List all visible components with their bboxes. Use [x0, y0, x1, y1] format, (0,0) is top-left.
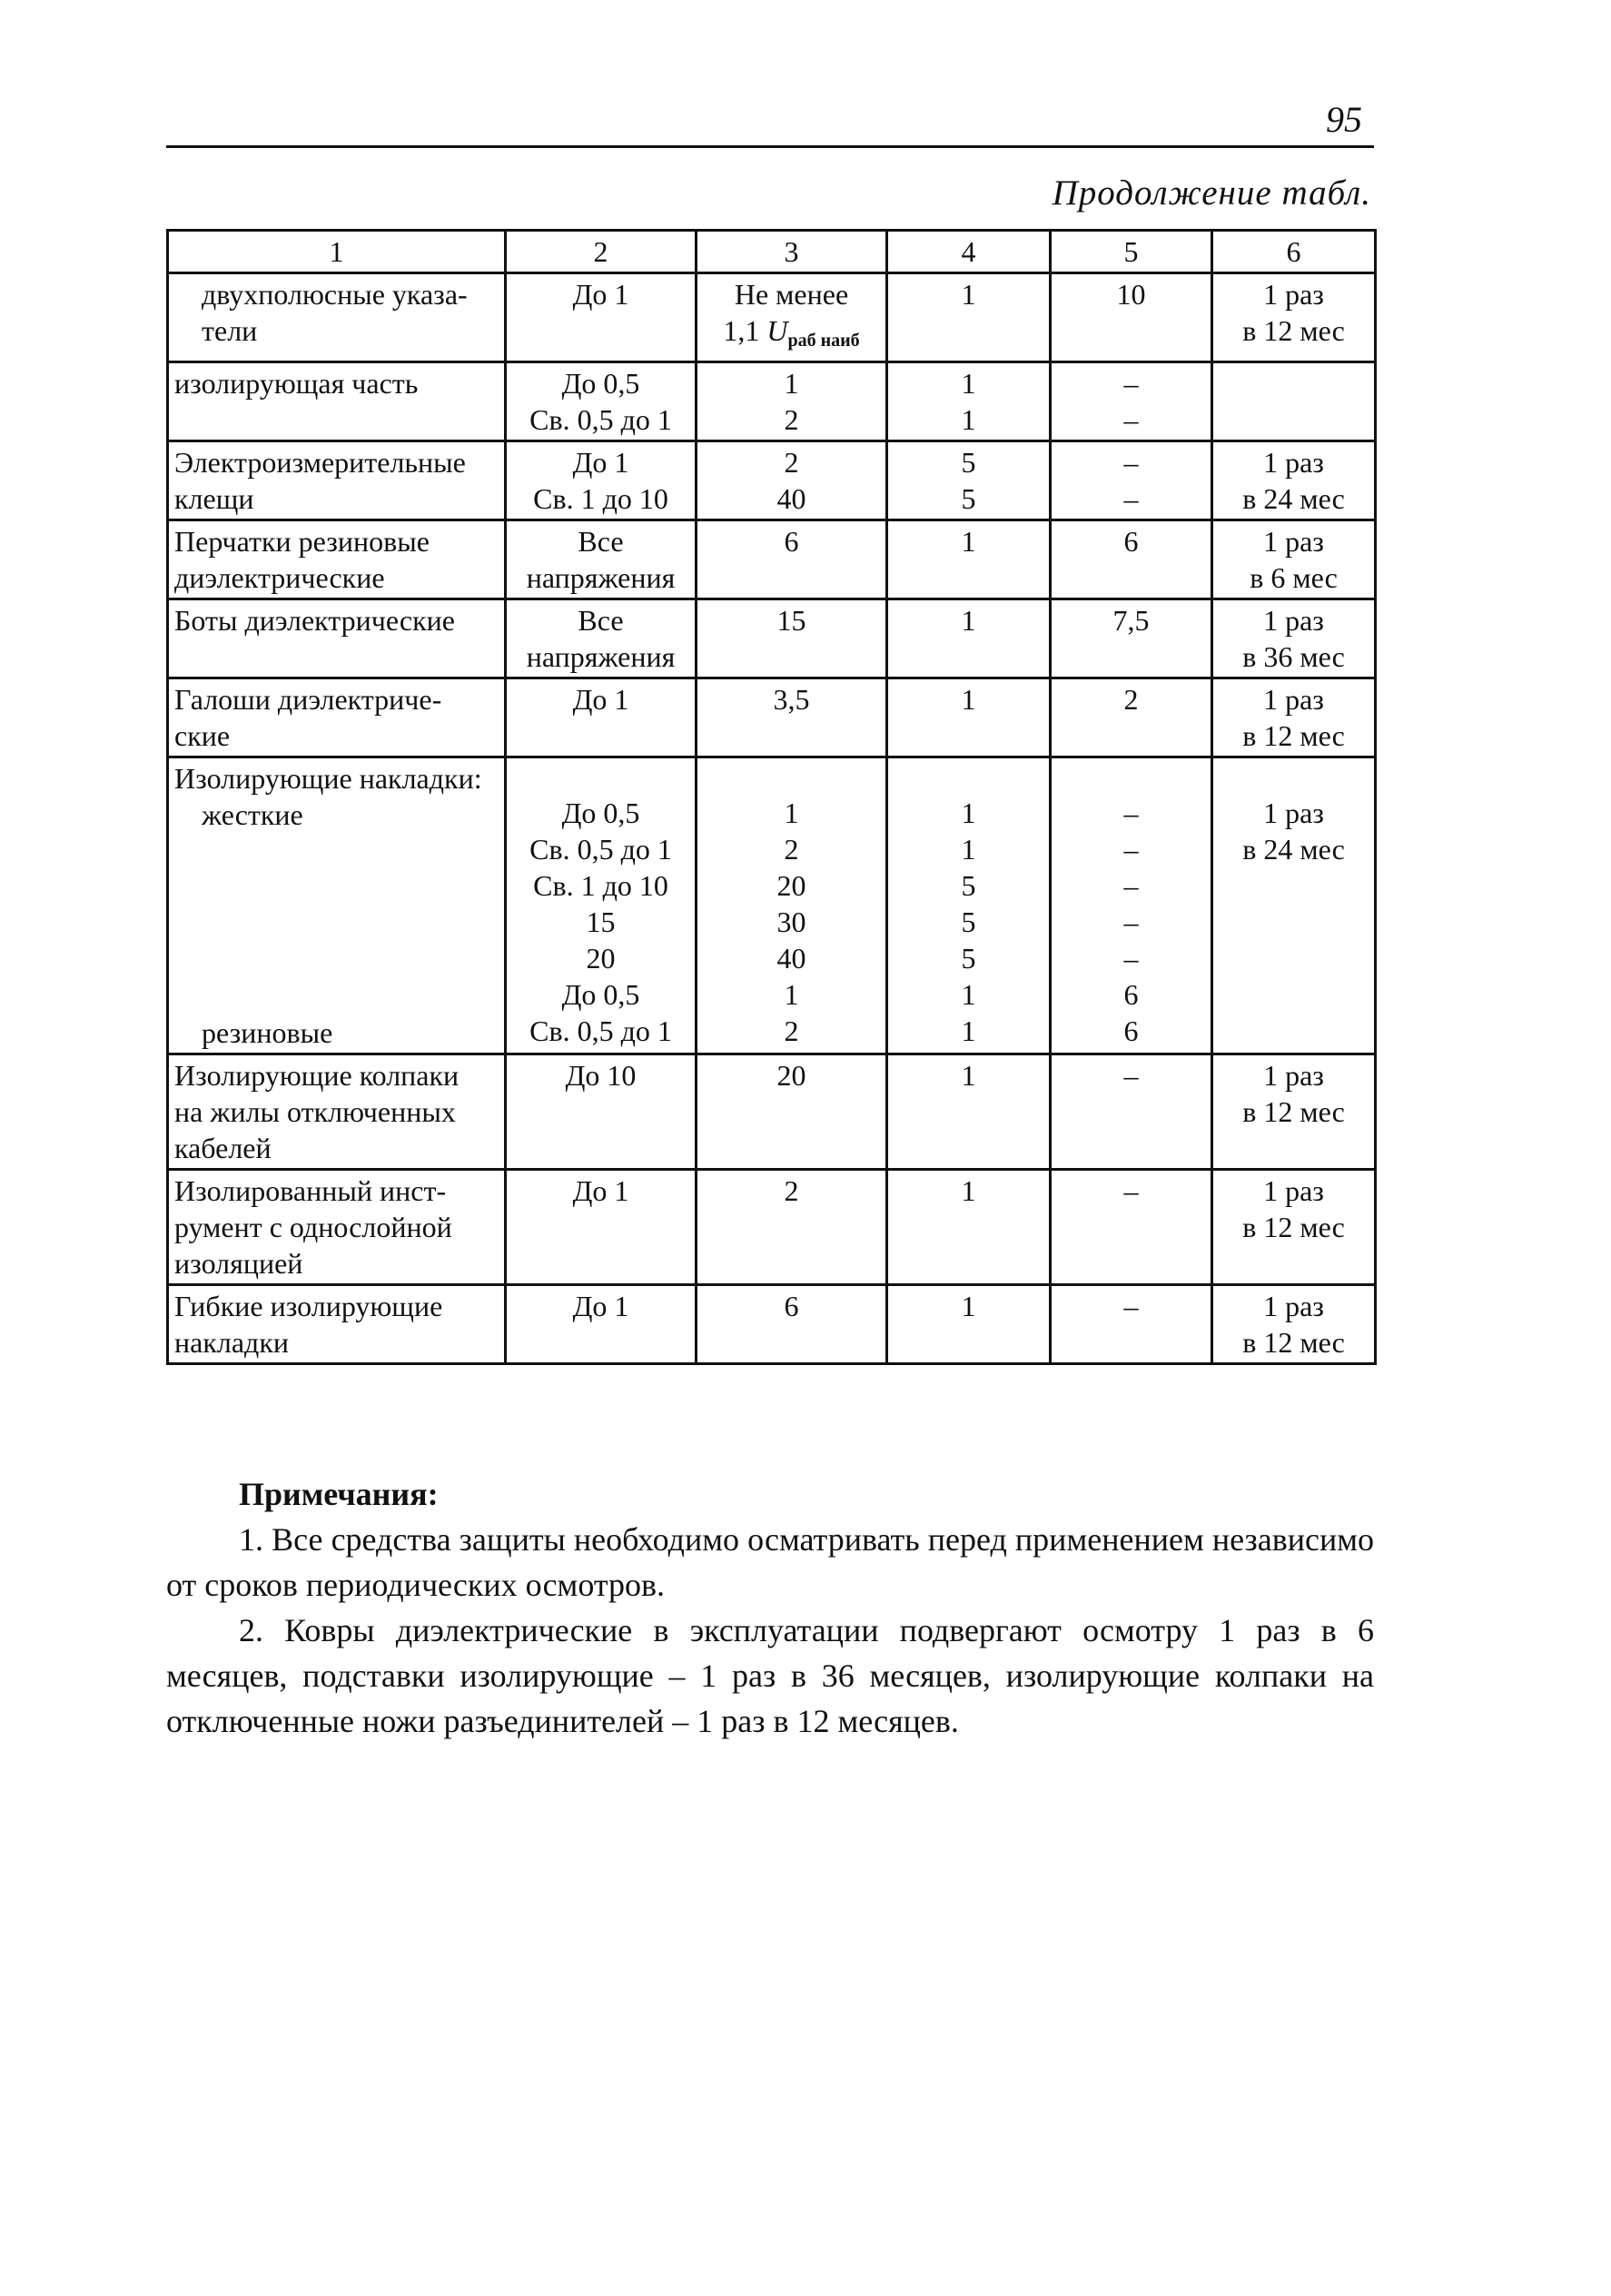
- cell-line: 20: [776, 1059, 806, 1092]
- cell-line: –: [1123, 1174, 1139, 1207]
- period-cell: [1212, 1170, 1376, 1285]
- test-voltage-cell: [697, 441, 887, 520]
- cell-line-formula: [703, 312, 880, 359]
- cell-line: 1 раз: [1263, 604, 1324, 637]
- cell-line: 5: [961, 869, 976, 902]
- cell-line: –: [1123, 482, 1139, 515]
- cell-line: 1 раз: [1263, 797, 1324, 829]
- period-cell: [1212, 441, 1376, 520]
- cell-line: Св. 0,5 до 1: [529, 1014, 672, 1047]
- cell-line: До 1: [572, 446, 629, 479]
- cell-line: 6: [1123, 1014, 1139, 1047]
- cell-line: румент с однослойной: [174, 1211, 452, 1243]
- equipment-name-cell: [168, 757, 506, 1054]
- voltage-cell: [506, 1285, 697, 1364]
- cell-line: Св. 1 до 10: [533, 869, 668, 902]
- cell-line: в 12 мес: [1242, 1095, 1345, 1128]
- test-voltage-cell: [697, 362, 887, 441]
- cell-line: –: [1123, 446, 1139, 479]
- cell-line: 1: [784, 978, 799, 1011]
- cell-line: 1: [784, 797, 799, 829]
- formula-coefficient: 1,1: [723, 314, 760, 347]
- cell-line: Все: [578, 525, 624, 558]
- cell-line: До 1: [572, 1174, 629, 1207]
- cell-line: 1: [784, 367, 799, 400]
- table-row: [168, 273, 1376, 362]
- cell-line: –: [1123, 833, 1139, 866]
- cell-line: изоляцией: [174, 1247, 303, 1280]
- test-voltage-cell: [697, 1054, 887, 1170]
- cell-line: 6: [784, 1290, 799, 1322]
- cell-line: 3,5: [773, 683, 810, 716]
- voltage-cell: [506, 678, 697, 757]
- period-cell: [1212, 1285, 1376, 1364]
- cell-line: кабелей: [174, 1132, 272, 1164]
- cell-line: 1: [961, 403, 976, 436]
- current-cell: [1051, 273, 1212, 362]
- cell-line: 2: [784, 403, 799, 436]
- table-row: [168, 599, 1376, 678]
- equipment-name-cell: [168, 599, 506, 678]
- cell-line: –: [1123, 367, 1139, 400]
- test-voltage-cell: [697, 678, 887, 757]
- period-cell: [1212, 362, 1376, 441]
- current-cell: [1051, 520, 1212, 599]
- test-voltage-cell: [697, 520, 887, 599]
- cell-line: диэлектрические: [174, 561, 385, 594]
- period-cell: [1212, 1054, 1376, 1170]
- cell-line: 1: [961, 604, 976, 637]
- cell-line: 1: [961, 1059, 976, 1092]
- cell-line: –: [1123, 869, 1139, 902]
- period-cell: [1212, 757, 1376, 1054]
- cell-line: –: [1123, 797, 1139, 829]
- test-voltage-cell: [697, 273, 887, 362]
- safety-equipment-table: [166, 229, 1377, 1365]
- table-continuation-label: Продолжение табл.: [1052, 173, 1371, 213]
- cell-line: 1: [961, 525, 976, 558]
- cell-line: клещи: [174, 482, 254, 515]
- duration-cell: [887, 1170, 1051, 1285]
- cell-line: 1 раз: [1263, 683, 1324, 716]
- header-cell-col6: 6: [1212, 231, 1376, 273]
- test-voltage-cell: [697, 757, 887, 1054]
- cell-line: 2: [784, 1174, 799, 1207]
- cell-line: 1 раз: [1263, 446, 1324, 479]
- period-cell: [1212, 520, 1376, 599]
- group-sub2: резиновые: [202, 1016, 333, 1049]
- equipment-name-cell: [168, 1285, 506, 1364]
- equipment-name-cell: [168, 1170, 506, 1285]
- cell-line: 2: [784, 1014, 799, 1047]
- table-row: [168, 1285, 1376, 1364]
- cell-line: 6: [1123, 978, 1139, 1011]
- cell-line: Св. 0,5 до 1: [529, 403, 672, 436]
- header-cell-col5: 5: [1051, 231, 1212, 273]
- cell-line: двухполюсные указа-: [202, 278, 468, 311]
- cell-line: Боты диэлектрические: [174, 604, 455, 637]
- cell-line: 1 раз: [1263, 1290, 1324, 1322]
- header-cell-col3: 3: [697, 231, 887, 273]
- current-cell: [1051, 1285, 1212, 1364]
- duration-cell: [887, 273, 1051, 362]
- cell-line: До 1: [572, 683, 629, 716]
- cell-line: 2: [784, 833, 799, 866]
- voltage-cell: [506, 273, 697, 362]
- cell-line: 5: [961, 906, 976, 938]
- notes-section: [166, 1471, 1374, 1744]
- current-cell: [1051, 1170, 1212, 1285]
- voltage-cell: [506, 757, 697, 1054]
- cell-line: Св. 1 до 10: [533, 482, 668, 515]
- voltage-cell: [506, 1054, 697, 1170]
- cell-line: 1: [961, 367, 976, 400]
- cell-line: –: [1123, 942, 1139, 975]
- duration-cell: [887, 520, 1051, 599]
- cell-line: До 10: [565, 1059, 637, 1092]
- cell-line: До 1: [572, 278, 629, 311]
- duration-cell: [887, 599, 1051, 678]
- cell-line: До 0,5: [561, 978, 640, 1011]
- cell-line: 1: [961, 1174, 976, 1207]
- cell-line: 1 раз: [1263, 278, 1324, 311]
- cell-line: 40: [776, 942, 806, 975]
- voltage-cell: [506, 599, 697, 678]
- current-cell: [1051, 441, 1212, 520]
- test-voltage-cell: [697, 599, 887, 678]
- test-voltage-cell: [697, 1285, 887, 1364]
- cell-line: напряжения: [526, 561, 676, 594]
- cell-line: –: [1123, 906, 1139, 938]
- note-item: 1. Все средства защиты необходимо осматривать перед применением независимо от сроков периодических осмотров.: [166, 1521, 1374, 1603]
- period-cell: [1212, 273, 1376, 362]
- duration-cell: [887, 678, 1051, 757]
- duration-cell: [887, 1054, 1051, 1170]
- cell-line: 1: [961, 278, 976, 311]
- cell-line: Перчатки резиновые: [174, 525, 430, 558]
- table-header-row: [168, 231, 1376, 273]
- formula-symbol: U: [766, 314, 788, 347]
- voltage-cell: [506, 520, 697, 599]
- cell-line: напряжения: [526, 640, 676, 673]
- table-row: [168, 678, 1376, 757]
- cell-line: Изолированный инст-: [174, 1174, 447, 1207]
- equipment-name-cell: [168, 678, 506, 757]
- header-rule: [166, 145, 1374, 148]
- formula-subscript: раб наиб: [787, 331, 860, 351]
- equipment-name-cell: [168, 362, 506, 441]
- cell-line: 1: [961, 797, 976, 829]
- page-number: 95: [1326, 99, 1362, 140]
- cell-line: накладки: [174, 1326, 289, 1359]
- cell-line: –: [1123, 1290, 1139, 1322]
- cell-line: Гибкие изолирующие: [174, 1290, 443, 1322]
- equipment-name-cell: [168, 1054, 506, 1170]
- cell-line: в 24 мес: [1242, 482, 1345, 515]
- voltage-cell: [506, 1170, 697, 1285]
- equipment-name-cell: [168, 520, 506, 599]
- equipment-name-cell: [168, 441, 506, 520]
- cell-line: 40: [776, 482, 806, 515]
- cell-line: 1 раз: [1263, 1059, 1324, 1092]
- group-sub1: жесткие: [202, 798, 303, 831]
- cell-line: в 12 мес: [1242, 719, 1345, 752]
- cell-line: 5: [961, 942, 976, 975]
- cell-line: Галоши диэлектриче-: [174, 683, 442, 716]
- cell-line: 5: [961, 446, 976, 479]
- duration-cell: [887, 441, 1051, 520]
- cell-line: –: [1123, 403, 1139, 436]
- current-cell: [1051, 1054, 1212, 1170]
- cell-line: 1 раз: [1263, 525, 1324, 558]
- cell-line: 20: [776, 869, 806, 902]
- cell-line: 2: [784, 446, 799, 479]
- table-row: [168, 362, 1376, 441]
- table-row: [168, 757, 1376, 1054]
- cell-line: 1: [961, 683, 976, 716]
- cell-line: 7,5: [1112, 604, 1150, 637]
- cell-line: 15: [776, 604, 806, 637]
- voltage-cell: [506, 441, 697, 520]
- cell-line: Не менее: [734, 278, 849, 311]
- cell-line: Изолирующие колпаки: [174, 1059, 460, 1092]
- group-title: Изолирующие накладки:: [174, 762, 482, 795]
- cell-line: Св. 0,5 до 1: [529, 833, 672, 866]
- current-cell: [1051, 678, 1212, 757]
- voltage-cell: [506, 362, 697, 441]
- cell-line: До 0,5: [561, 797, 640, 829]
- table-row: [168, 1054, 1376, 1170]
- cell-line: –: [1123, 1059, 1139, 1092]
- cell-line: Все: [578, 604, 624, 637]
- current-cell: [1051, 599, 1212, 678]
- cell-line: 5: [961, 482, 976, 515]
- group-spacer: [174, 833, 499, 1014]
- notes-title: Примечания:: [239, 1476, 439, 1512]
- cell-line: 2: [1123, 683, 1139, 716]
- duration-cell: [887, 362, 1051, 441]
- duration-cell: [887, 1285, 1051, 1364]
- cell-line: в 12 мес: [1242, 1211, 1345, 1243]
- cell-line: До 0,5: [561, 367, 640, 400]
- period-cell: [1212, 678, 1376, 757]
- cell-line: в 12 мес: [1242, 314, 1345, 347]
- cell-line: 1 раз: [1263, 1174, 1324, 1207]
- cell-line: 10: [1116, 278, 1146, 311]
- cell-line: 1: [961, 978, 976, 1011]
- cell-line: тели: [202, 314, 258, 347]
- table-row: [168, 1170, 1376, 1285]
- cell-line: в 36 мес: [1242, 640, 1345, 673]
- header-cell-col2: 2: [506, 231, 697, 273]
- cell-line: Электроизмерительные: [174, 446, 466, 479]
- cell-line: на жилы отключенных: [174, 1095, 456, 1128]
- cell-line: 6: [1123, 525, 1139, 558]
- equipment-name-cell: [168, 273, 506, 362]
- cell-line: изолирующая часть: [174, 367, 419, 400]
- cell-line: 1: [961, 833, 976, 866]
- cell-line: 6: [784, 525, 799, 558]
- test-voltage-cell: [697, 1170, 887, 1285]
- cell-line: в 12 мес: [1242, 1326, 1345, 1359]
- table-row: [168, 441, 1376, 520]
- cell-line: 30: [776, 906, 806, 938]
- current-cell: [1051, 362, 1212, 441]
- cell-line: в 24 мес: [1242, 833, 1345, 866]
- note-item: 2. Ковры диэлектрические в эксплуатации подвергают осмотру 1 раз в 6 месяцев, подставки изолирующие – 1 раз в 36 месяцев, изолирующие колпаки на отключенные ножи разъединителей – 1 раз в 12 месяцев.: [166, 1612, 1374, 1739]
- period-cell: [1212, 599, 1376, 678]
- cell-line: 1: [961, 1290, 976, 1322]
- header-cell-col4: 4: [887, 231, 1051, 273]
- cell-line: 15: [586, 906, 616, 938]
- cell-line: в 6 мес: [1250, 561, 1338, 594]
- header-cell-col1: 1: [168, 231, 506, 273]
- duration-cell: [887, 757, 1051, 1054]
- cell-line: 1: [961, 1014, 976, 1047]
- cell-line: ские: [174, 719, 231, 752]
- current-cell: [1051, 757, 1212, 1054]
- table-row: [168, 520, 1376, 599]
- cell-line: До 1: [572, 1290, 629, 1322]
- cell-line: 20: [586, 942, 616, 975]
